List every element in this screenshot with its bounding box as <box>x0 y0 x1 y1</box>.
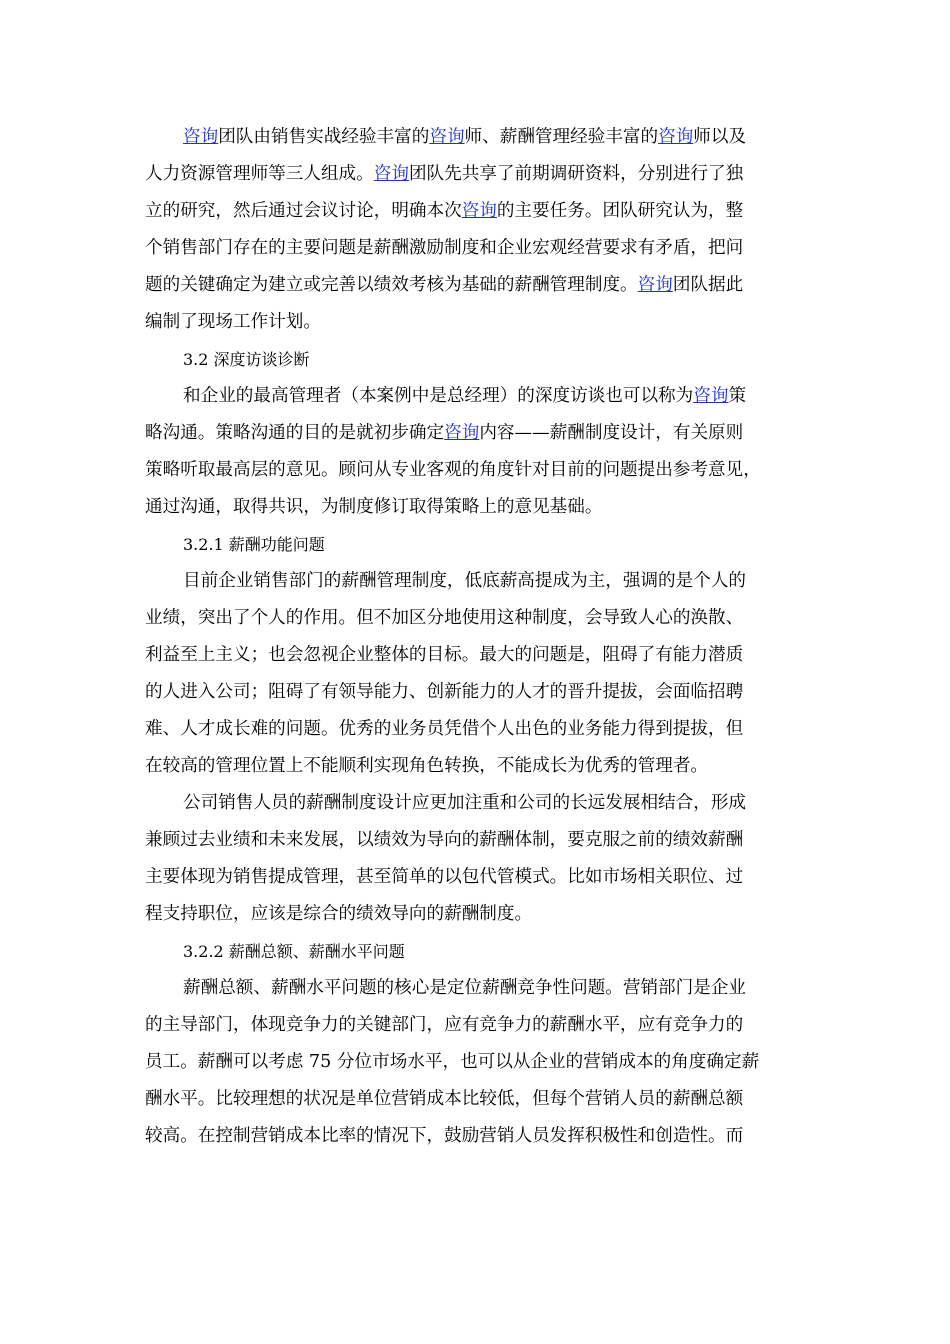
text-span: 3.2.1 薪酬功能问题 <box>183 535 325 554</box>
text-span: 和企业的最高管理者（本案例中是总经理）的深度访谈也可以称为 <box>183 386 694 406</box>
text-span: 内容——薪酬制度设计，有关原则 <box>479 423 744 443</box>
text-span: 立的研究，然后通过会议讨论，明确本次 <box>145 201 462 221</box>
text-span: 通过沟通，取得共识，为制度修订取得策略上的意见基础。 <box>145 497 603 517</box>
consult-link[interactable]: 咨询 <box>429 127 465 147</box>
text-span: 团队先共享了前期调研资料，分别进行了独 <box>408 164 744 184</box>
text-line <box>145 859 805 896</box>
text-span: 人力资源管理师等三人组成。 <box>145 164 374 184</box>
text-span: 薪酬总额、薪酬水平问题的核心是定位薪酬竞争性问题。营销部门是企业 <box>183 978 747 998</box>
consult-link[interactable]: 咨询 <box>444 423 480 443</box>
text-line <box>145 1044 805 1081</box>
text-span: 较高。在控制营销成本比率的情况下，鼓励营销人员发挥积极性和创造性。而 <box>145 1126 744 1146</box>
consult-link[interactable]: 咨询 <box>183 127 219 147</box>
text-span: 个销售部门存在的主要问题是薪酬激励制度和企业宏观经营要求有矛盾，把问 <box>145 238 744 258</box>
text-span: 的主导部门，体现竞争力的关键部门，应有竞争力的薪酬水平，应有竞争力的 <box>145 1015 744 1035</box>
text-span: 团队据此 <box>672 275 744 295</box>
text-line <box>145 711 805 748</box>
text-span: 3.2 深度访谈诊断 <box>183 350 310 369</box>
text-line <box>145 1118 805 1155</box>
text-span: 酬水平。比较理想的状况是单位营销成本比较低，但每个营销人员的薪酬总额 <box>145 1089 744 1109</box>
consult-link[interactable]: 咨询 <box>373 164 409 184</box>
text-line <box>145 785 805 822</box>
text-span: 策略听取最高层的意见。顾问从专业客观的角度针对目前的问题提出参考意见， <box>145 460 761 480</box>
text-span: 师、薪酬管理经验丰富的 <box>464 127 659 147</box>
text-span: 利益至上主义；也会忽视企业整体的目标。最大的问题是，阻碍了有能力潜质 <box>145 645 744 665</box>
consult-link[interactable]: 咨询 <box>637 275 673 295</box>
text-span: 略沟通。策略沟通的目的是就初步确定 <box>145 423 445 443</box>
text-span: 在较高的管理位置上不能顺利实现角色转换，不能成长为优秀的管理者。 <box>145 756 709 776</box>
text-span: 师以及 <box>693 127 747 147</box>
text-span: 题的关键确定为建立或完善以绩效考核为基础的薪酬管理制度。 <box>145 275 638 295</box>
text-span: 程支持职位，应该是综合的绩效导向的薪酬制度。 <box>145 904 533 924</box>
text-line <box>145 452 805 489</box>
text-line <box>145 119 805 156</box>
text-span: 业绩，突出了个人的作用。但不加区分地使用这种制度，会导致人心的涣散、 <box>145 608 744 628</box>
text-span: 难、人才成长难的问题。优秀的业务员凭借个人出色的业务能力得到提拔，但 <box>145 719 744 739</box>
text-line <box>145 378 805 415</box>
text-line <box>145 304 805 341</box>
consult-link[interactable]: 咨询 <box>461 201 497 221</box>
text-span: 策 <box>728 386 747 406</box>
text-span: 编制了现场工作计划。 <box>145 312 321 332</box>
text-line <box>145 193 805 230</box>
consult-link[interactable]: 咨询 <box>693 386 729 406</box>
text-line <box>145 1081 805 1118</box>
text-span: 目前企业销售部门的薪酬管理制度，低底薪高提成为主，强调的是个人的 <box>183 571 747 591</box>
text-line <box>145 267 805 304</box>
text-line <box>145 1007 805 1044</box>
text-line <box>145 674 805 711</box>
text-span: 兼顾过去业绩和未来发展，以绩效为导向的薪酬体制，要克服之前的绩效薪酬 <box>145 830 744 850</box>
text-span: 的人进入公司；阻碍了有领导能力、创新能力的人才的晋升提拔，会面临招聘 <box>145 682 744 702</box>
text-line <box>145 415 805 452</box>
text-line <box>145 637 805 674</box>
text-span: 公司销售人员的薪酬制度设计应更加注重和公司的长远发展相结合，形成 <box>183 793 747 813</box>
document-body <box>145 119 805 1155</box>
section-heading <box>145 341 805 378</box>
text-line <box>145 156 805 193</box>
text-span: 3.2.2 薪酬总额、薪酬水平问题 <box>183 942 405 961</box>
text-line <box>145 563 805 600</box>
text-line <box>145 230 805 267</box>
text-line <box>145 748 805 785</box>
consult-link[interactable]: 咨询 <box>658 127 694 147</box>
section-heading <box>145 933 805 970</box>
text-line <box>145 896 805 933</box>
text-line <box>145 822 805 859</box>
text-line <box>145 489 805 526</box>
text-line <box>145 970 805 1007</box>
text-span: 主要体现为销售提成管理，甚至简单的以包代管模式。比如市场相关职位、过 <box>145 867 744 887</box>
text-span: 的主要任务。团队研究认为，整 <box>496 201 744 221</box>
text-line <box>145 600 805 637</box>
text-span: 员工。薪酬可以考虑 75 分位市场水平，也可以从企业的营销成本的角度确定薪 <box>145 1052 760 1072</box>
section-heading <box>145 526 805 563</box>
text-span: 团队由销售实战经验丰富的 <box>218 127 430 147</box>
